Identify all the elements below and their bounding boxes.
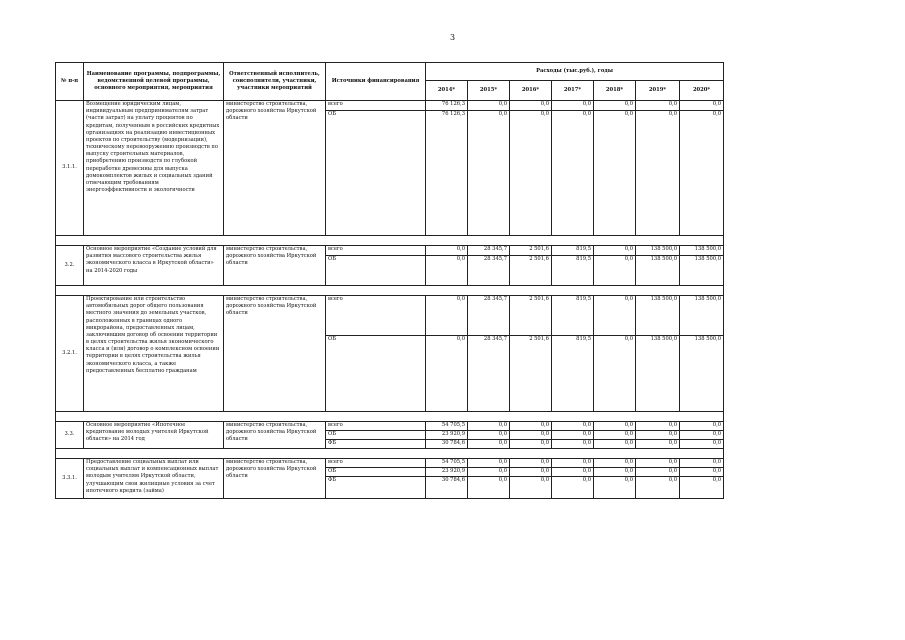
row-value: 0,0: [680, 111, 724, 236]
table-row: [56, 296, 724, 336]
row-source: ОБ: [326, 256, 426, 286]
row-value: 0,0: [594, 336, 636, 412]
row-source: ОБ: [326, 336, 426, 412]
row-spacer: [56, 236, 724, 246]
row-source: ФБ: [326, 477, 426, 499]
row-value: 0,0: [552, 431, 594, 440]
row-value: 819,5: [552, 246, 594, 256]
row-spacer: [56, 449, 724, 459]
row-source: ОБ: [326, 111, 426, 236]
row-value: 0,0: [510, 101, 552, 111]
row-value: 28 345,7: [468, 336, 510, 412]
row-value: 0,0: [468, 477, 510, 499]
row-value: 0,0: [680, 422, 724, 431]
row-value: 138 500,0: [680, 246, 724, 256]
row-value: 0,0: [468, 431, 510, 440]
row-value: 2 501,6: [510, 256, 552, 286]
row-value: 138 500,0: [636, 296, 680, 336]
row-value: 0,0: [510, 431, 552, 440]
row-value: 0,0: [468, 422, 510, 431]
row-value: 0,0: [468, 468, 510, 477]
row-value: 0,0: [552, 101, 594, 111]
row-name: Возмещение юридическим лицам, индивидуальным предпринимателям затрат (части затрат) на уплату процентов по кредитам, полученным в российских кредитных организациях на реализацию инвестиционных проектов по строительству (модернизации), техническому перевооружению производств по выпуску строительных материалов, приобретению производств по глубокой переработке древесины для выпуска домокомплектов жилых и социальных зданий отвечающим требованиям энергоэффективности и экологичности: [84, 101, 224, 236]
row-value: 0,0: [594, 477, 636, 499]
row-value: 0,0: [594, 296, 636, 336]
row-value: 0,0: [680, 477, 724, 499]
row-value: 0,0: [636, 459, 680, 468]
row-value: 0,0: [426, 296, 468, 336]
table-row: [56, 459, 724, 468]
page-number: 3: [449, 33, 456, 42]
row-source: всего: [326, 296, 426, 336]
row-executor: министерство строительства, дорожного хозяйства Иркутской области: [224, 246, 326, 286]
header-name: Наименование программы, подпрограммы, ведомственной целевой программы, основного мероприятия, мероприятия: [84, 63, 224, 101]
row-value: 23 920,9: [426, 431, 468, 440]
row-value: 138 500,0: [680, 336, 724, 412]
row-value: 28 345,7: [468, 296, 510, 336]
row-value: 30 784,6: [426, 477, 468, 499]
row-value: 0,0: [594, 111, 636, 236]
row-value: 138 500,0: [636, 256, 680, 286]
row-name: Проектирование или строительство автомобильных дорог общего пользования местного значения до земельных участков, расположенных в границах одного микрорайона, предоставленных лицам, заключившим договор об освоении территории в целях строительства жилья экономического класса и (или) договор о комплексном освоении территории в целях строительства жилья экономического класса, а также предоставленных бесплатно гражданам: [84, 296, 224, 412]
row-source: всего: [326, 246, 426, 256]
row-number: 3.2.: [56, 246, 84, 286]
header-year: 2015*: [468, 81, 510, 101]
row-value: 0,0: [636, 431, 680, 440]
row-executor: министерство строительства, дорожного хозяйства Иркутской области: [224, 296, 326, 412]
row-name: Предоставление социальных выплат или социальных выплат и компенсационных выплат молодым учителям Иркутской области, улучшающим свои жилищные условия за счет ипотечного кредита (займа): [84, 459, 224, 499]
row-value: 138 500,0: [680, 296, 724, 336]
row-value: 0,0: [468, 459, 510, 468]
row-value: 2 501,6: [510, 246, 552, 256]
row-number: 3.2.1.: [56, 296, 84, 412]
row-value: 138 500,0: [680, 256, 724, 286]
header-year: 2014*: [426, 81, 468, 101]
row-value: 2 501,6: [510, 296, 552, 336]
row-value: 0,0: [510, 111, 552, 236]
header-executor: Ответственный исполнитель, соисполнители, участники, участники мероприятий: [224, 63, 326, 101]
row-value: 0,0: [426, 336, 468, 412]
header-year: 2019*: [636, 81, 680, 101]
row-value: 0,0: [510, 440, 552, 449]
row-value: 0,0: [636, 468, 680, 477]
row-value: 28 345,7: [468, 246, 510, 256]
header-year: 2016*: [510, 81, 552, 101]
row-value: 0,0: [680, 440, 724, 449]
row-source: всего: [326, 459, 426, 468]
row-value: 0,0: [468, 101, 510, 111]
row-value: 0,0: [594, 256, 636, 286]
row-value: 0,0: [426, 256, 468, 286]
row-value: 0,0: [468, 440, 510, 449]
row-value: 0,0: [552, 459, 594, 468]
row-value: 0,0: [680, 431, 724, 440]
row-value: 0,0: [680, 468, 724, 477]
row-value: 76 126,3: [426, 101, 468, 111]
row-value: 30 784,6: [426, 440, 468, 449]
row-source: всего: [326, 422, 426, 431]
row-value: 2 501,6: [510, 336, 552, 412]
row-value: 0,0: [552, 422, 594, 431]
header-num: № п-п: [56, 63, 84, 101]
header-expenses: Расходы (тыс.руб.), годы: [426, 63, 724, 81]
row-value: 0,0: [552, 440, 594, 449]
row-source: всего: [326, 101, 426, 111]
row-value: 0,0: [636, 111, 680, 236]
row-value: 0,0: [510, 468, 552, 477]
header-year: 2020*: [680, 81, 724, 101]
row-value: 0,0: [680, 101, 724, 111]
table-row: [56, 422, 724, 431]
row-value: 819,5: [552, 296, 594, 336]
row-value: 54 705,5: [426, 422, 468, 431]
row-value: 0,0: [594, 459, 636, 468]
row-spacer: [56, 412, 724, 422]
row-number: 3.3.: [56, 422, 84, 449]
row-value: 0,0: [594, 101, 636, 111]
row-value: 0,0: [594, 468, 636, 477]
row-value: 23 920,9: [426, 468, 468, 477]
row-value: 0,0: [552, 477, 594, 499]
row-value: 0,0: [636, 440, 680, 449]
row-value: 0,0: [636, 422, 680, 431]
row-number: 3.3.1.: [56, 459, 84, 499]
table-row: [56, 101, 724, 111]
row-executor: министерство строительства, дорожного хозяйства Иркутской области: [224, 422, 326, 449]
row-value: 138 500,0: [636, 246, 680, 256]
row-name: Основное мероприятие «Создание условий для развития массового строительства жилья экономического класса в Иркутской области» на 2014-2020 годы: [84, 246, 224, 286]
row-value: 819,5: [552, 336, 594, 412]
row-value: 819,5: [552, 256, 594, 286]
row-name: Основное мероприятие «Ипотечное кредитование молодых учителей Иркутской области» на 2014 год: [84, 422, 224, 449]
row-value: 54 705,5: [426, 459, 468, 468]
row-value: 0,0: [594, 431, 636, 440]
header-source: Источники финансирования: [326, 63, 426, 101]
row-value: 0,0: [468, 111, 510, 236]
header-year: 2018*: [594, 81, 636, 101]
table-row: [56, 246, 724, 256]
row-source: ОБ: [326, 468, 426, 477]
row-executor: министерство строительства, дорожного хозяйства Иркутской области: [224, 101, 326, 236]
row-value: 76 126,3: [426, 111, 468, 236]
row-value: 0,0: [552, 468, 594, 477]
header-year: 2017*: [552, 81, 594, 101]
row-value: 0,0: [426, 246, 468, 256]
row-value: 0,0: [636, 477, 680, 499]
row-executor: министерство строительства, дорожного хозяйства Иркутской области: [224, 459, 326, 499]
row-value: 0,0: [510, 422, 552, 431]
row-value: 0,0: [594, 422, 636, 431]
row-source: ОБ: [326, 431, 426, 440]
row-value: 138 500,0: [636, 336, 680, 412]
financing-table: [55, 62, 724, 499]
row-value: 0,0: [594, 440, 636, 449]
row-value: 0,0: [594, 246, 636, 256]
row-value: 0,0: [636, 101, 680, 111]
row-value: 0,0: [552, 111, 594, 236]
row-value: 0,0: [510, 477, 552, 499]
row-source: ФБ: [326, 440, 426, 449]
row-value: 0,0: [510, 459, 552, 468]
row-value: 28 345,7: [468, 256, 510, 286]
row-value: 0,0: [680, 459, 724, 468]
row-spacer: [56, 286, 724, 296]
row-number: 3.1.1.: [56, 101, 84, 236]
